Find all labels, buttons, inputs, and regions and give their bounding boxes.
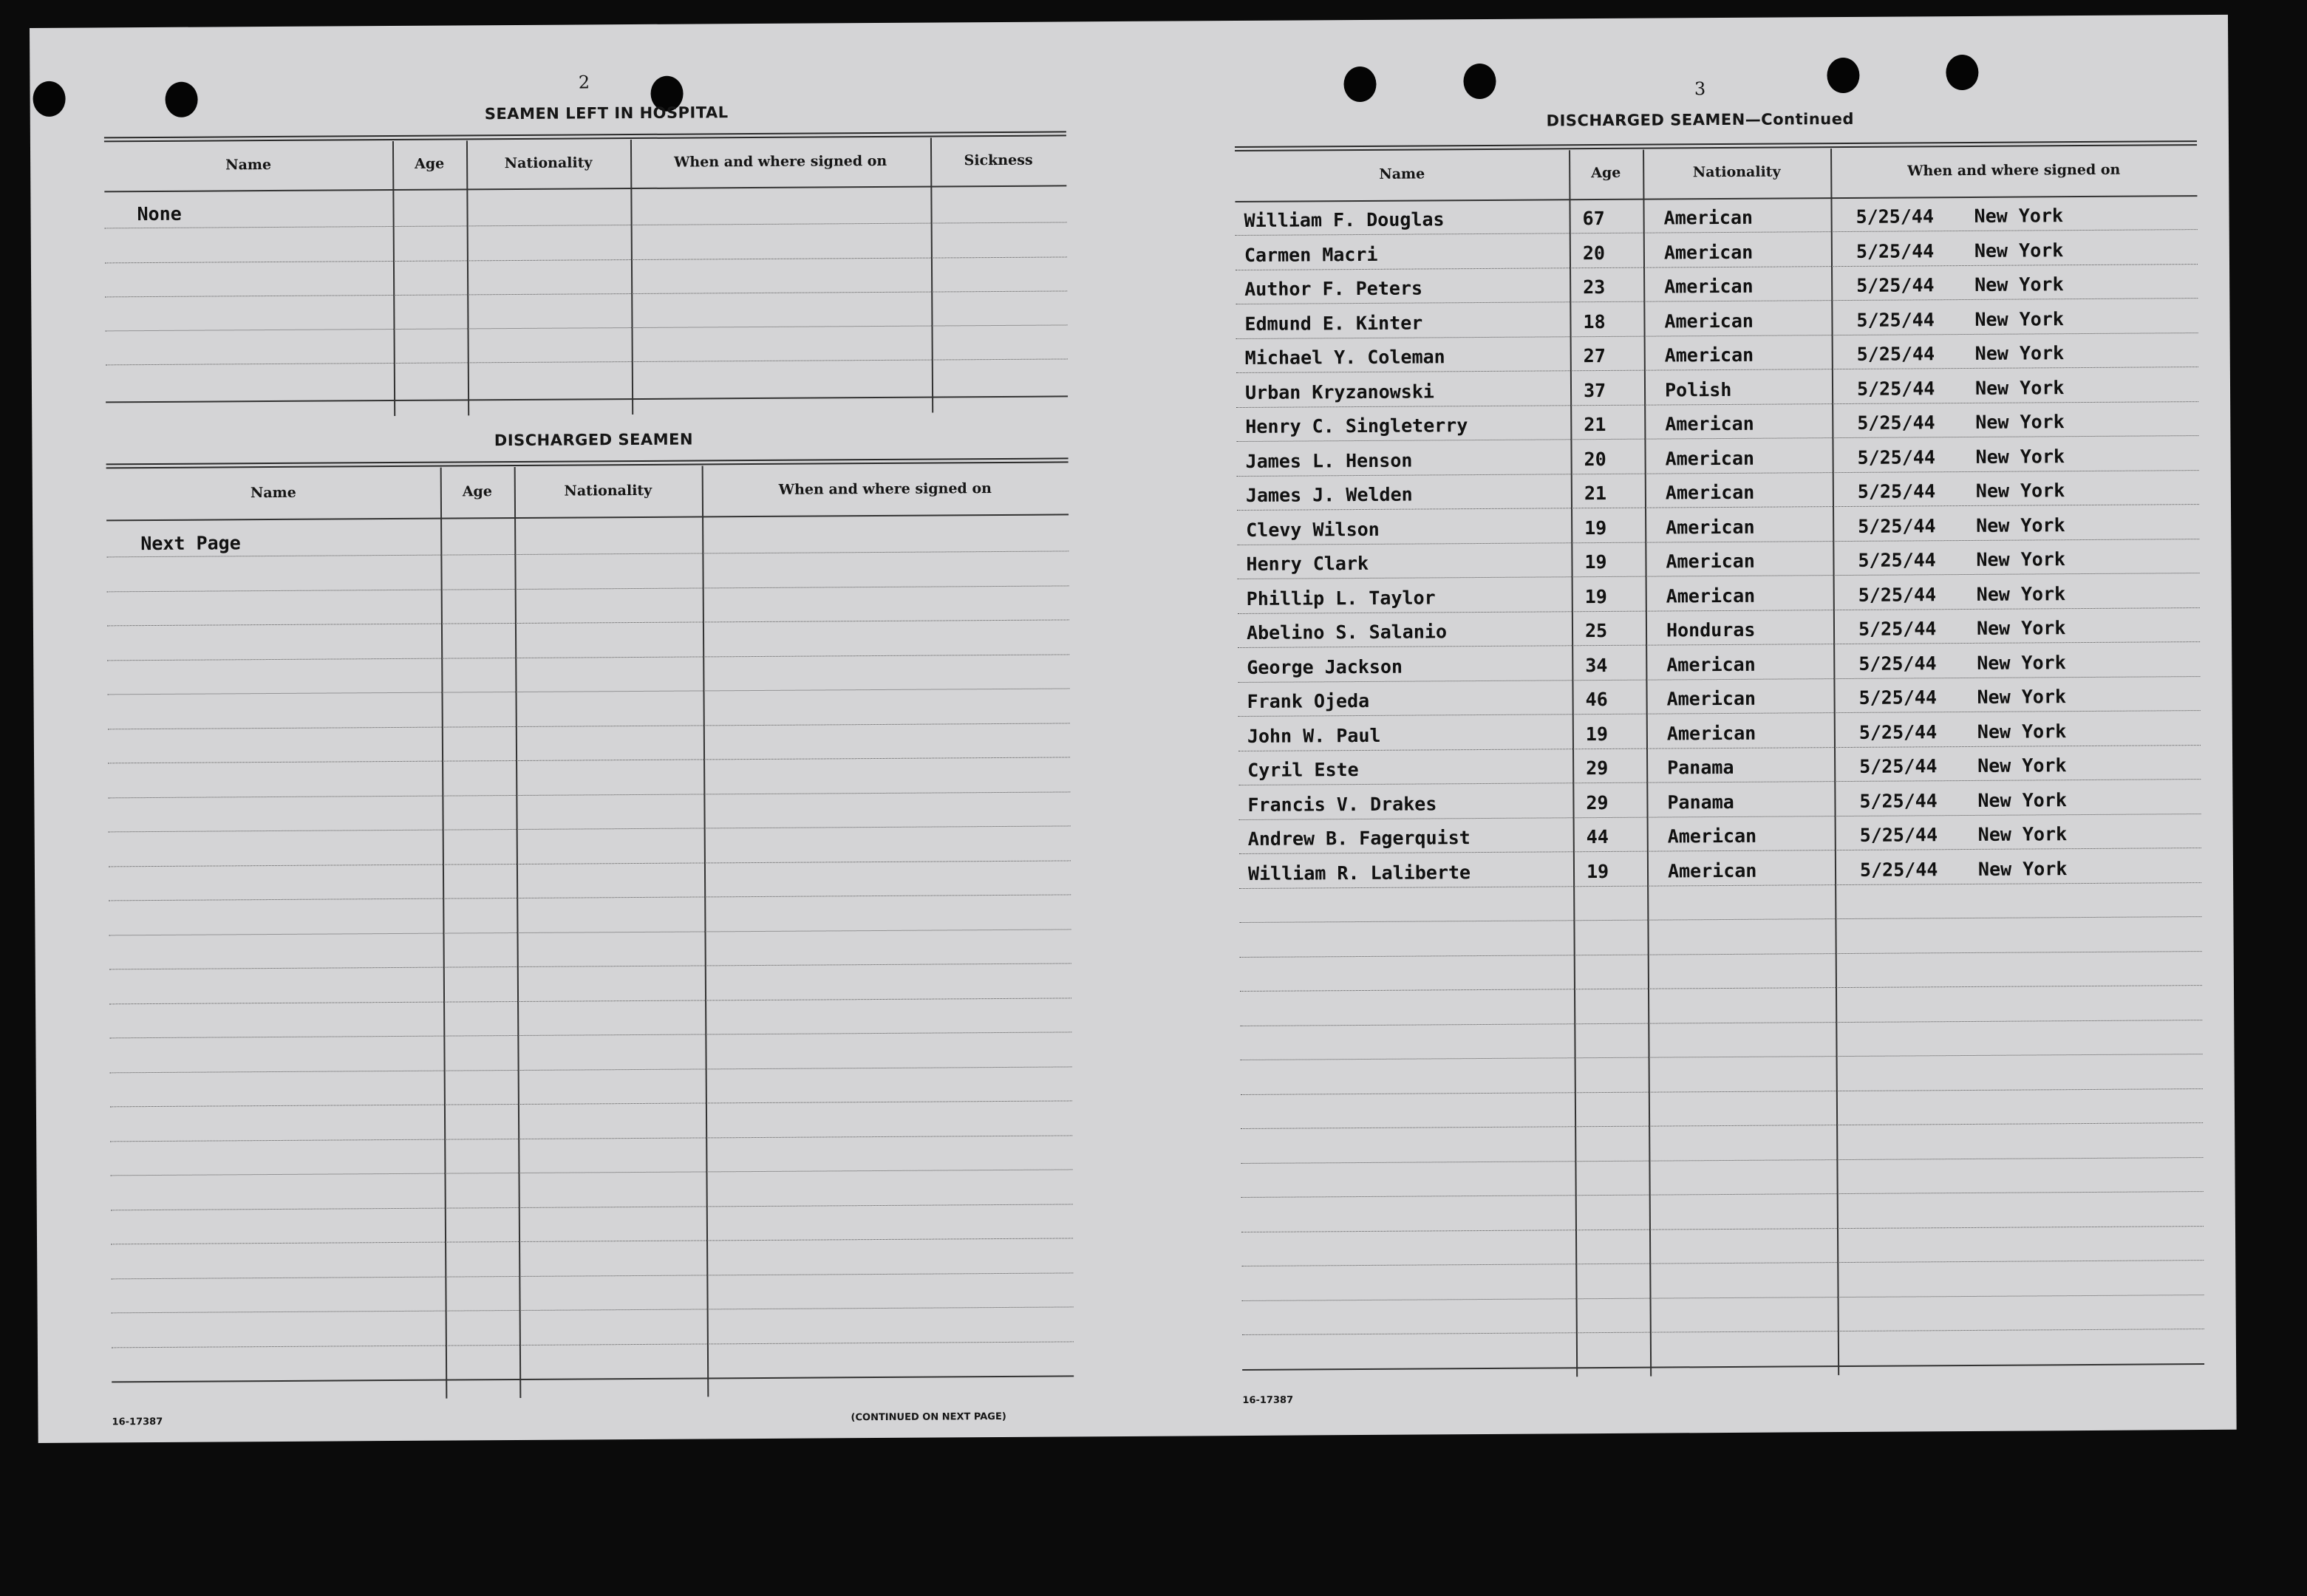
signed-on-date: 5/25/44 [1856, 274, 1935, 296]
right-page [1138, 15, 2217, 1407]
hospital-table [104, 137, 1068, 417]
col-header-name: Name [1379, 166, 1425, 183]
col-header-age: Age [1591, 164, 1621, 182]
seaman-age: 19 [1584, 550, 1607, 573]
seaman-age: 19 [1585, 723, 1609, 745]
signed-on-date: 5/25/44 [1858, 618, 1937, 640]
seaman-nationality: American [1664, 310, 1754, 332]
signed-on-date: 5/25/44 [1856, 343, 1935, 365]
col-header-name: Name [225, 157, 272, 174]
signed-on-date: 5/25/44 [1856, 239, 1935, 262]
signed-on-place: New York [1977, 857, 2068, 880]
seaman-age: 18 [1583, 310, 1606, 332]
hospital-section-title: SEAMEN LEFT IN HOSPITAL [484, 103, 729, 123]
signed-on-date: 5/25/44 [1857, 412, 1935, 434]
seaman-name: Urban Kryzanowski [1244, 380, 1435, 403]
signed-on-place: New York [1977, 788, 2067, 811]
signed-on-place: New York [1977, 754, 2067, 777]
signed-on-place: New York [1974, 342, 2065, 364]
seaman-nationality: American [1665, 447, 1755, 469]
discharged-continued-title: DISCHARGED SEAMEN—Continued [1546, 109, 1855, 130]
form-number: 16-17387 [1242, 1394, 1294, 1407]
seaman-age: 23 [1583, 276, 1606, 299]
table-row [1236, 376, 2198, 412]
seaman-age: 19 [1584, 585, 1607, 607]
signed-on-place: New York [1975, 445, 2065, 468]
seaman-age: 25 [1584, 619, 1608, 642]
seaman-name: Clevy Wilson [1246, 518, 1380, 541]
signed-on-date: 5/25/44 [1858, 720, 1938, 743]
signed-on-place: New York [1977, 686, 2067, 708]
table-row [1237, 445, 2199, 480]
signed-on-date: 5/25/44 [1856, 205, 1935, 228]
table-row [1236, 341, 2198, 377]
seaman-nationality: Honduras [1666, 618, 1756, 641]
table-row [1237, 479, 2199, 514]
table-row [1237, 548, 2199, 583]
seaman-age: 37 [1583, 379, 1606, 401]
signed-on-date: 5/25/44 [1858, 549, 1936, 571]
seaman-age: 34 [1585, 654, 1608, 676]
signed-on-place: New York [1975, 480, 2065, 502]
table-row [1238, 685, 2201, 720]
signed-on-date: 5/25/44 [1856, 377, 1935, 400]
discharged-entry: Next Page [140, 532, 241, 555]
signed-on-place: New York [1976, 514, 2065, 536]
signed-on-date: 5/25/44 [1859, 789, 1938, 812]
seaman-name: Henry Clark [1246, 552, 1369, 575]
seaman-age: 29 [1586, 791, 1609, 814]
signed-on-place: New York [1976, 617, 2066, 639]
seaman-nationality: Polish [1664, 378, 1732, 400]
seaman-nationality: American [1666, 516, 1755, 538]
seaman-nationality: American [1666, 653, 1756, 675]
punch-hole [165, 82, 197, 117]
signed-on-date: 5/25/44 [1857, 446, 1936, 468]
seaman-name: Francis V. Drakes [1247, 792, 1437, 816]
seaman-age: 46 [1585, 688, 1608, 711]
punch-hole [33, 81, 65, 117]
table-row [1238, 754, 2201, 789]
hospital-entry: None [137, 202, 182, 225]
seaman-age: 21 [1584, 413, 1606, 436]
signed-on-date: 5/25/44 [1858, 514, 1936, 537]
table-row [1239, 857, 2201, 893]
form-number: 16-17387 [112, 1416, 163, 1428]
seaman-name: Michael Y. Coleman [1244, 346, 1445, 369]
seaman-nationality: American [1666, 722, 1756, 744]
col-header-signed-on: When and where signed on [1907, 161, 2121, 180]
seaman-nationality: American [1665, 412, 1754, 435]
seaman-name: Frank Ojeda [1247, 689, 1370, 712]
seaman-age: 20 [1582, 242, 1606, 264]
seaman-nationality: American [1664, 275, 1754, 298]
seaman-nationality: American [1667, 825, 1757, 848]
seaman-name: Edmund E. Kinter [1244, 311, 1423, 335]
table-row [1238, 720, 2201, 755]
document-sheet [30, 15, 2237, 1443]
col-header-signed-on: When and where signed on [673, 152, 887, 171]
signed-on-date: 5/25/44 [1856, 308, 1935, 331]
table-row [1236, 410, 2198, 446]
signed-on-place: New York [1976, 548, 2065, 570]
seaman-age: 21 [1584, 482, 1607, 505]
table-row [1238, 582, 2200, 618]
seaman-nationality: Panama [1667, 756, 1734, 779]
table-row [1236, 204, 2198, 239]
seaman-nationality: American [1664, 344, 1754, 366]
seaman-name: Carmen Macri [1244, 243, 1378, 266]
seaman-nationality: Panama [1667, 791, 1734, 813]
signed-on-date: 5/25/44 [1858, 652, 1937, 675]
table-row [1239, 822, 2201, 858]
col-header-name: Name [250, 484, 296, 502]
table-row [1236, 273, 2198, 308]
col-header-nationality: Nationality [1692, 163, 1781, 181]
signed-on-date: 5/25/44 [1858, 583, 1937, 606]
signed-on-date: 5/25/44 [1859, 755, 1938, 777]
col-header-age: Age [462, 483, 492, 500]
table-row [1237, 514, 2199, 549]
signed-on-place: New York [1976, 582, 2066, 605]
signed-on-place: New York [1974, 239, 2064, 262]
punch-hole [1343, 66, 1376, 102]
signed-on-place: New York [1974, 273, 2064, 296]
seaman-name: James J. Welden [1245, 483, 1413, 506]
discharged-table-right [1235, 146, 2204, 1379]
seaman-age: 19 [1586, 860, 1609, 882]
signed-on-place: New York [1977, 823, 2068, 845]
seaman-nationality: American [1666, 550, 1755, 573]
seaman-age: 44 [1586, 825, 1609, 848]
signed-on-date: 5/25/44 [1858, 686, 1938, 709]
col-header-age: Age [415, 155, 445, 172]
seaman-nationality: American [1666, 687, 1756, 710]
discharged-table-left [106, 463, 1074, 1400]
table-row [1238, 616, 2200, 652]
col-header-nationality: Nationality [564, 482, 652, 499]
signed-on-place: New York [1977, 720, 2067, 743]
seaman-name: Abelino S. Salanio [1246, 621, 1448, 644]
seaman-age: 20 [1584, 448, 1606, 470]
seaman-age: 29 [1586, 757, 1609, 780]
table-row [1236, 307, 2198, 343]
signed-on-place: New York [1975, 411, 2065, 433]
seaman-name: John W. Paul [1247, 724, 1381, 747]
seaman-name: Phillip L. Taylor [1246, 586, 1436, 610]
seaman-nationality: American [1663, 241, 1754, 263]
discharged-section-title: DISCHARGED SEAMEN [494, 430, 694, 450]
seaman-age: 19 [1584, 516, 1607, 539]
signed-on-place: New York [1977, 651, 2066, 674]
continued-note: (CONTINUED ON NEXT PAGE) [851, 1411, 1006, 1424]
seaman-nationality: American [1665, 481, 1755, 504]
page-number: 2 [578, 72, 590, 93]
col-header-nationality: Nationality [504, 154, 593, 172]
seaman-name: James L. Henson [1245, 449, 1413, 472]
signed-on-date: 5/25/44 [1857, 480, 1936, 502]
table-row [1238, 651, 2200, 686]
table-row [1236, 239, 2198, 274]
signed-on-place: New York [1974, 376, 2065, 399]
signed-on-date: 5/25/44 [1859, 858, 1938, 881]
col-header-signed-on: When and where signed on [778, 480, 992, 498]
seaman-name: George Jackson [1247, 655, 1403, 678]
seaman-name: Henry C. Singleterry [1245, 415, 1468, 437]
seaman-age: 67 [1582, 207, 1605, 230]
punch-hole [1946, 55, 1978, 90]
signed-on-place: New York [1974, 205, 2064, 227]
seaman-name: Author F. Peters [1244, 277, 1423, 300]
seaman-name: Andrew B. Fagerquist [1247, 827, 1471, 850]
seaman-name: Cyril Este [1247, 759, 1359, 781]
seaman-age: 27 [1583, 344, 1606, 367]
signed-on-date: 5/25/44 [1859, 824, 1938, 846]
page-number: 3 [1694, 78, 1706, 100]
punch-hole [1463, 64, 1496, 99]
seaman-nationality: American [1667, 859, 1757, 881]
col-header-sickness: Sickness [964, 151, 1033, 169]
seaman-name: William F. Douglas [1244, 208, 1445, 231]
seaman-nationality: American [1666, 584, 1756, 607]
seaman-name: William R. Laliberte [1247, 861, 1471, 884]
seaman-nationality: American [1663, 206, 1754, 229]
left-page [30, 21, 1079, 1428]
table-row [1238, 788, 2201, 824]
signed-on-place: New York [1974, 307, 2064, 330]
punch-hole [1827, 58, 1859, 93]
